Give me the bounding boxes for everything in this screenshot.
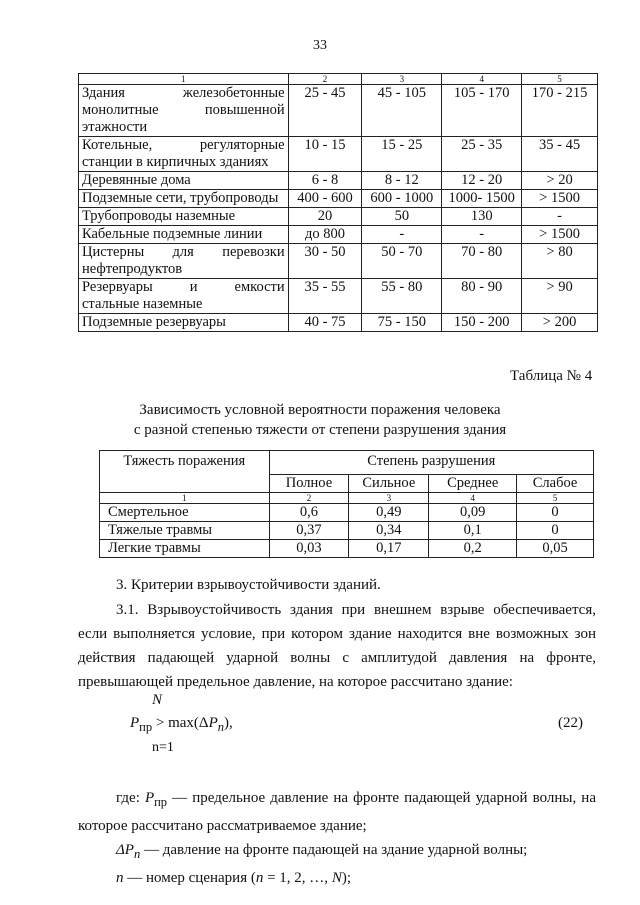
where-p-sub: пр	[154, 795, 168, 809]
where-line-3	[78, 866, 596, 890]
table-row	[79, 172, 598, 190]
cell-value: 80 - 90	[442, 279, 522, 314]
formula-number: (22)	[558, 715, 583, 731]
subcol-header: Среднее	[429, 475, 517, 493]
where-line-2	[78, 838, 596, 866]
row-label-line: Котельные, регуляторные	[82, 137, 285, 153]
table-title-line: Зависимость условной вероятности поражения человека	[139, 402, 501, 418]
row-label	[79, 190, 289, 208]
formula-rel: > max(Δ	[152, 715, 209, 731]
cell-value: 0,37	[269, 522, 349, 540]
cell-value: 0	[517, 504, 594, 522]
row-label: Смертельное	[100, 504, 270, 522]
blast-pressure-table	[78, 73, 598, 332]
row-label	[79, 172, 289, 190]
cell-value: -	[362, 226, 442, 244]
where-N: N	[331, 870, 342, 886]
cell-value: 0,6	[269, 504, 349, 522]
cell-value: 50	[362, 208, 442, 226]
where-p: P	[144, 790, 155, 806]
cell-value: 105 - 170	[442, 85, 522, 137]
cell-value: 170 - 215	[522, 85, 598, 137]
subcol-header: Слабое	[517, 475, 594, 493]
where-text-2: — давление на фронте падающей на здание ударной волны;	[140, 842, 528, 858]
row-label-line: Подземные резервуары	[82, 314, 226, 330]
subcol-header: Полное	[269, 475, 349, 493]
where-block	[78, 786, 596, 890]
cell-value: > 90	[522, 279, 598, 314]
cell-value: > 200	[522, 314, 598, 332]
col-header-destruction: Степень разрушения	[269, 451, 593, 475]
table-row	[79, 226, 598, 244]
row-label	[79, 244, 289, 279]
table-row	[79, 279, 598, 314]
cell-value: 15 - 25	[362, 137, 442, 172]
formula-22	[130, 715, 233, 735]
col-number: 3	[362, 74, 442, 85]
table-title	[0, 400, 640, 440]
where-text-3c: );	[341, 870, 351, 886]
col-number: 2	[269, 493, 349, 504]
cell-value: 600 - 1000	[362, 190, 442, 208]
cell-value: 0,2	[429, 540, 517, 558]
paragraph-3-1: 3.1. Взрывоустойчивость здания при внешнем взрыве обеспечивается, если выполняется условие, при котором здание находится вне возможных зон действия падающей ударной волны с амплитудой давления на фронте, превышающей предельное давление, на которое рассчитано здание:	[78, 602, 596, 690]
cell-value: 0,49	[349, 504, 429, 522]
formula-p2: P	[208, 715, 218, 731]
formula-upper-limit: N	[152, 692, 163, 708]
row-label: Легкие травмы	[100, 540, 270, 558]
formula-lower-limit: n=1	[152, 740, 174, 755]
page-number: 33	[313, 38, 327, 53]
where-dp-sub: n	[133, 847, 141, 861]
row-label-line: станции в кирпичных зданиях	[82, 154, 269, 170]
table-row	[100, 522, 594, 540]
cell-value: 50 - 70	[362, 244, 442, 279]
cell-value: 0,1	[429, 522, 517, 540]
formula-close: ),	[223, 715, 233, 731]
cell-value: 55 - 80	[362, 279, 442, 314]
cell-value: 0	[517, 522, 594, 540]
cell-value: 12 - 20	[442, 172, 522, 190]
table-row	[79, 208, 598, 226]
cell-value: 40 - 75	[288, 314, 362, 332]
where-line-1	[78, 786, 596, 838]
where-n: n	[116, 870, 124, 886]
cell-value: 20	[288, 208, 362, 226]
row-label-line: Кабельные подземные линии	[82, 226, 263, 242]
table-row	[79, 85, 598, 137]
table-row	[79, 244, 598, 279]
where-dp: ΔP	[116, 842, 134, 858]
where-text-3b: = 1, 2, …,	[263, 870, 332, 886]
row-label-line: стальные наземные	[82, 296, 203, 312]
cell-value: 70 - 80	[442, 244, 522, 279]
row-label-line: нефтепродуктов	[82, 261, 183, 277]
table-row	[100, 504, 594, 522]
col-number: 4	[442, 74, 522, 85]
row-label-line: этажности	[82, 119, 148, 135]
section-heading	[78, 573, 596, 597]
col-number: 4	[429, 493, 517, 504]
row-label	[79, 279, 289, 314]
cell-value: > 80	[522, 244, 598, 279]
where-n2: n	[255, 870, 264, 886]
cell-value: 0,34	[349, 522, 429, 540]
row-label: Тяжелые травмы	[100, 522, 270, 540]
table-number: Таблица № 4	[510, 368, 593, 384]
cell-value: 400 - 600	[288, 190, 362, 208]
cell-value: 30 - 50	[288, 244, 362, 279]
table-row	[79, 137, 598, 172]
subcol-header: Сильное	[349, 475, 429, 493]
row-label	[79, 208, 289, 226]
cell-value: 35 - 55	[288, 279, 362, 314]
col-number: 2	[288, 74, 362, 85]
row-label-line: Подземные сети, трубопроводы	[82, 190, 279, 206]
cell-value: 45 - 105	[362, 85, 442, 137]
where-text-1: — предельное давление на фронте падающей ударной волны, на которое рассчитано рассматриваемое здание;	[78, 790, 596, 834]
col-number: 5	[517, 493, 594, 504]
cell-value: 0,03	[269, 540, 349, 558]
cell-value: 0,05	[517, 540, 594, 558]
col-number: 3	[349, 493, 429, 504]
row-label-line: Здания железобетонные	[82, 85, 285, 101]
section-3-heading: 3. Критерии взрывоустойчивости зданий.	[116, 577, 381, 593]
cell-value: 0,17	[349, 540, 429, 558]
cell-value: 10 - 15	[288, 137, 362, 172]
cell-value: 35 - 45	[522, 137, 598, 172]
row-label	[79, 137, 289, 172]
cell-value: 25 - 35	[442, 137, 522, 172]
cell-value: 25 - 45	[288, 85, 362, 137]
formula-p2-sub: n	[217, 720, 224, 734]
col-number: 5	[522, 74, 598, 85]
col-number: 1	[100, 493, 270, 504]
where-prefix: где:	[116, 790, 145, 806]
table-title-line: с разной степенью тяжести от степени разрушения здания	[133, 422, 507, 438]
cell-value: 6 - 8	[288, 172, 362, 190]
col-header-severity: Тяжесть поражения	[100, 451, 270, 493]
col-number: 1	[79, 74, 289, 85]
row-label-line: монолитные повышенной	[82, 102, 285, 118]
table-row	[79, 314, 598, 332]
cell-value: до 800	[288, 226, 362, 244]
cell-value: 75 - 150	[362, 314, 442, 332]
cell-value: 150 - 200	[442, 314, 522, 332]
row-label	[79, 226, 289, 244]
row-label	[79, 314, 289, 332]
formula-p: P	[130, 715, 140, 731]
cell-value: 0,09	[429, 504, 517, 522]
table-row	[79, 190, 598, 208]
cell-value: -	[442, 226, 522, 244]
row-label-line: Цистерны для перевозки	[82, 244, 285, 260]
cell-value: 8 - 12	[362, 172, 442, 190]
table-row	[100, 540, 594, 558]
cell-value: > 1500	[522, 226, 598, 244]
cell-value: -	[522, 208, 598, 226]
row-label-line: Трубопроводы наземные	[82, 208, 236, 224]
row-label	[79, 85, 289, 137]
cell-value: > 20	[522, 172, 598, 190]
where-text-3a: — номер сценария (	[123, 870, 256, 886]
formula-p-sub: пр	[139, 720, 153, 734]
cell-value: 130	[442, 208, 522, 226]
cell-value: 1000- 1500	[442, 190, 522, 208]
row-label-line: Деревянные дома	[82, 172, 191, 188]
injury-probability-table	[99, 450, 594, 558]
cell-value: > 1500	[522, 190, 598, 208]
row-label-line: Резервуары и емкости	[82, 279, 285, 295]
